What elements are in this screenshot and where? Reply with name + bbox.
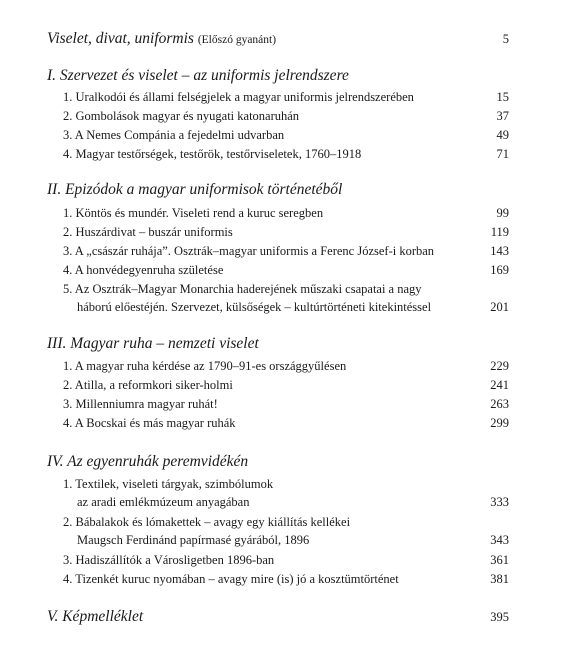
toc-item-page: 201 <box>490 300 509 314</box>
toc-item-page: 361 <box>490 553 509 567</box>
foreword-title: Viselet, divat, uniformis <box>47 30 194 47</box>
toc-item-page: 169 <box>490 263 509 277</box>
toc-item-title: 3. Millenniumra magyar ruhát! <box>63 397 218 411</box>
toc-item-title: 2. Huszárdivat – buszár uniformis <box>63 225 233 239</box>
chapter-title: IV. Az egyenruhák peremvidékén <box>47 453 249 470</box>
toc-item-page: 15 <box>496 90 509 104</box>
toc-item-page: 71 <box>496 147 509 161</box>
toc-item-title: 4. Tizenkét kuruc nyomában – avagy mire (is) jó a kosztümtörténet <box>63 572 399 586</box>
toc-item-page: 263 <box>490 397 509 411</box>
toc-item-page: 37 <box>496 109 509 123</box>
toc-item-title: 1. Uralkodói és állami felségjelek a magyar uniformis jelrendszerében <box>63 90 414 104</box>
toc-item-title: 4. Magyar testőrségek, testőrök, testőrviseletek, 1760–1918 <box>63 147 362 161</box>
toc-item-page: 229 <box>490 359 509 373</box>
chapter-title: V. Képmelléklet <box>47 608 144 625</box>
foreword-page: 5 <box>502 32 509 46</box>
toc-item-title: 1. A magyar ruha kérdése az 1790–91-es országgyűlésen <box>63 359 347 373</box>
toc-item-title: 3. A „császár ruhája”. Osztrák–magyar uniformis a Ferenc József-i korban <box>63 244 435 258</box>
toc-item-title: 4. A Bocskai és más magyar ruhák <box>63 416 236 430</box>
toc-item-page: 99 <box>496 206 509 220</box>
toc-item-page: 241 <box>490 378 509 392</box>
toc-item-page: 143 <box>490 244 509 258</box>
chapter-title: III. Magyar ruha – nemzeti viselet <box>47 335 259 352</box>
foreword-subtitle: (Előszó gyanánt) <box>197 34 277 46</box>
chapter-page: 395 <box>490 610 509 624</box>
toc-item-title: 3. Hadiszállítók a Városligetben 1896-ban <box>63 553 275 567</box>
toc-item-page: 119 <box>490 225 509 239</box>
toc-item-page: 333 <box>490 495 509 509</box>
chapter-title: II. Epizódok a magyar uniformisok történetéből <box>47 181 343 198</box>
foreword-entry <box>47 29 276 50</box>
toc-item-page: 49 <box>496 128 509 142</box>
toc-item-title: 1. Textilek, viseleti tárgyak, szimbólumok <box>63 477 274 491</box>
toc-item-page: 381 <box>490 572 509 586</box>
toc-item-page: 343 <box>490 533 509 547</box>
toc-item-page: 299 <box>490 416 509 430</box>
toc-item-title: 2. Gombolások magyar és nyugati katonaruhán <box>63 109 300 123</box>
toc-item-title-continued: Maugsch Ferdinánd papírmasé gyárából, 1896 <box>77 533 310 547</box>
toc-item-title: 2. Atilla, a reformkori siker-holmi <box>63 378 233 392</box>
toc-item-title: 4. A honvédegyenruha születése <box>63 263 224 277</box>
toc-item-title: 5. Az Osztrák–Magyar Monarchia haderejének műszaki csapatai a nagy <box>63 282 422 296</box>
toc-item-title-continued: háború előestéjén. Szervezet, külsőségek – kultúrtörténeti kitekintéssel <box>77 300 432 314</box>
chapter-title: I. Szervezet és viselet – az uniformis jelrendszere <box>47 67 349 84</box>
toc-item-title-continued: az aradi emlékmúzeum anyagában <box>77 495 250 509</box>
toc-item-title: 1. Köntös és mundér. Viseleti rend a kuruc seregben <box>63 206 324 220</box>
toc-item-title: 2. Bábalakok és lómakettek – avagy egy kiállítás kellékei <box>63 515 351 529</box>
toc-item-title: 3. A Nemes Compánia a fejedelmi udvarban <box>63 128 285 142</box>
